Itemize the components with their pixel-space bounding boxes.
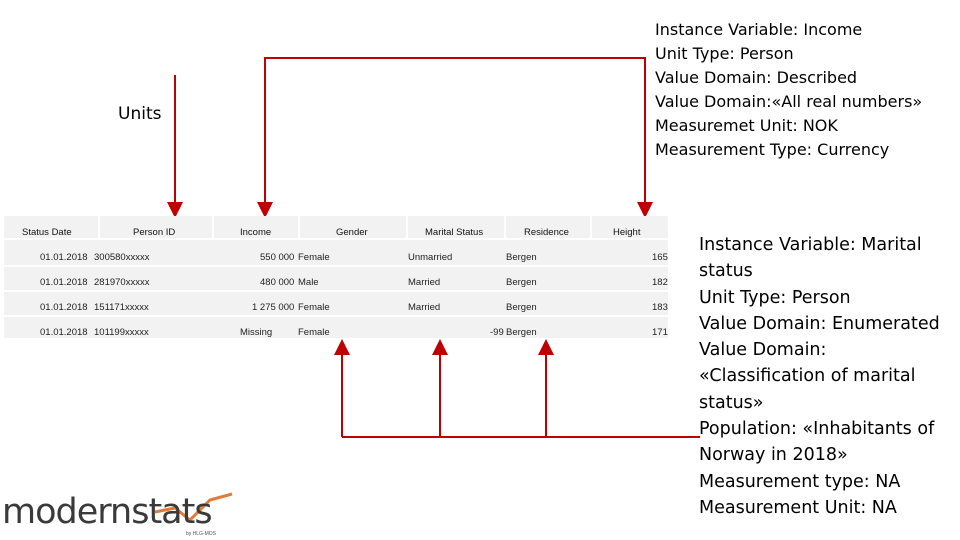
callout-line: Value Domain: Described xyxy=(655,68,858,87)
callout-line: Instance Variable: Marital xyxy=(699,235,922,255)
logo-subtext: by HLG-MOS xyxy=(186,531,217,537)
status-date-cell: 01.01.2018 xyxy=(40,302,88,313)
gender-cell: Female xyxy=(298,327,330,338)
column-header-height: Height xyxy=(613,227,641,238)
income-cell: Missing xyxy=(240,327,273,338)
callout-line: Unit Type: Person xyxy=(699,287,851,308)
gender-cell: Female xyxy=(298,302,330,313)
callout-line: status xyxy=(699,261,753,282)
height-cell: 171 xyxy=(652,327,668,338)
income-connector xyxy=(265,58,645,210)
status-date-cell: 01.01.2018 xyxy=(40,327,88,338)
logo-text: modernstats xyxy=(2,492,212,532)
status-date-cell: 01.01.2018 xyxy=(40,252,88,263)
callout-line: Norway in 2018» xyxy=(699,445,848,466)
units-label: Units xyxy=(118,104,162,124)
column-header-person-id: Person ID xyxy=(133,227,176,238)
callout-line: Value Domain: xyxy=(699,340,827,361)
marital-cell: -99 xyxy=(490,327,504,338)
callout-line: Value Domain: Enumerated xyxy=(699,313,940,334)
marital-cell: Unmarried xyxy=(408,252,453,263)
income-cell: 1 275 000 xyxy=(252,302,295,313)
height-cell: 182 xyxy=(652,277,668,288)
income-cell: 480 000 xyxy=(260,277,295,288)
residence-cell: Bergen xyxy=(506,252,537,263)
callout-line: Measurement type: NA xyxy=(699,471,901,492)
height-cell: 183 xyxy=(652,302,668,313)
residence-cell: Bergen xyxy=(506,277,537,288)
callout-line: Measurement Type: Currency xyxy=(655,140,890,159)
person-id-cell: 151171xxxxx xyxy=(94,302,149,313)
gender-cell: Male xyxy=(298,277,319,288)
residence-cell: Bergen xyxy=(506,302,537,313)
callout-line: Population: «Inhabitants of xyxy=(699,419,935,440)
marital-cell: Married xyxy=(408,277,441,288)
callout-line: Measurement Unit: NA xyxy=(699,497,897,518)
residence-cell: Bergen xyxy=(506,327,537,338)
height-cell: 165 xyxy=(652,252,668,263)
column-header-residence: Residence xyxy=(524,227,569,238)
column-header-marital-status: Marital Status xyxy=(425,227,484,238)
person-id-cell: 101199xxxxx xyxy=(94,327,149,338)
person-id-cell: 300580xxxxx xyxy=(94,252,150,263)
marital-cell: Married xyxy=(408,302,441,313)
callout-line: Unit Type: Person xyxy=(655,44,794,63)
gender-cell: Female xyxy=(298,252,330,263)
income-cell: 550 000 xyxy=(260,252,295,263)
callout-line: Measuremet Unit: NOK xyxy=(655,116,838,135)
status-date-cell: 01.01.2018 xyxy=(40,277,88,288)
callout-line: status» xyxy=(699,392,764,413)
marital-variable-callout xyxy=(699,232,955,521)
callout-line: Value Domain:«All real numbers» xyxy=(655,92,923,111)
column-header-income: Income xyxy=(240,227,272,238)
column-header-gender: Gender xyxy=(336,227,368,238)
person-id-cell: 281970xxxxx xyxy=(94,277,150,288)
column-header-status-date: Status Date xyxy=(22,227,72,238)
callout-line: «Classification of marital xyxy=(699,366,916,387)
callout-line: Instance Variable: Income xyxy=(655,20,863,39)
modernstats-logo xyxy=(0,490,236,538)
